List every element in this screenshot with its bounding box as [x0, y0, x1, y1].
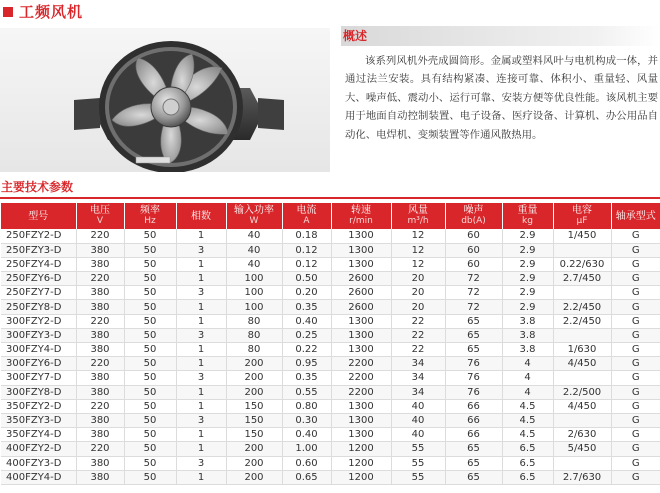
column-unit: r/min: [349, 216, 373, 226]
table-cell: 220: [76, 357, 124, 371]
table-cell: 22: [391, 314, 445, 328]
table-cell: G: [611, 442, 660, 456]
table-cell: 3: [176, 243, 226, 257]
column-name: 电容: [572, 205, 592, 216]
table-cell: 4: [502, 385, 553, 399]
table-cell: 1300: [331, 328, 391, 342]
table-cell: 50: [124, 456, 176, 470]
table-cell: 380: [76, 456, 124, 470]
table-cell: 1: [176, 385, 226, 399]
table-cell: 50: [124, 300, 176, 314]
table-row: [1, 328, 660, 342]
table-cell: 50: [124, 399, 176, 413]
table-row: [1, 343, 660, 357]
table-cell: 1.00: [282, 442, 331, 456]
column-name: 电流: [296, 205, 317, 216]
table-cell: 65: [445, 328, 502, 342]
table-cell: 60: [445, 229, 502, 243]
table-cell: 2.9: [502, 300, 553, 314]
table-row: [1, 413, 660, 427]
column-header: [331, 203, 391, 229]
table-cell: 50: [124, 257, 176, 271]
column-name: 轴承型式: [615, 210, 656, 222]
table-cell: 0.95: [282, 357, 331, 371]
table-cell: 20: [391, 300, 445, 314]
table-cell: 1/450: [553, 229, 611, 243]
column-unit: Hz: [144, 216, 156, 226]
table-cell: 0.80: [282, 399, 331, 413]
overview-title: 概述: [343, 29, 368, 43]
table-cell: 2600: [331, 286, 391, 300]
table-cell: 220: [76, 272, 124, 286]
table-cell: 50: [124, 470, 176, 484]
table-cell: 2200: [331, 357, 391, 371]
table-cell: 22: [391, 343, 445, 357]
column-name: 转速: [351, 205, 371, 216]
table-cell: 0.22/630: [553, 257, 611, 271]
column-unit: kg: [522, 216, 533, 226]
table-cell: 1300: [331, 229, 391, 243]
column-header: [611, 203, 660, 229]
table-cell: 2600: [331, 272, 391, 286]
table-cell: 150: [226, 413, 282, 427]
table-cell: 1: [176, 442, 226, 456]
table-cell: [553, 286, 611, 300]
table-cell: 50: [124, 243, 176, 257]
table-cell: 200: [226, 442, 282, 456]
table-cell: 40: [226, 229, 282, 243]
table-cell: 200: [226, 456, 282, 470]
table-cell: 1: [176, 229, 226, 243]
table-cell: 2.7/450: [553, 272, 611, 286]
column-name: 电压: [90, 205, 110, 216]
table-cell: [553, 371, 611, 385]
table-row: [1, 229, 660, 243]
table-cell: 50: [124, 343, 176, 357]
table-row: [1, 300, 660, 314]
table-cell: 1: [176, 314, 226, 328]
table-cell: G: [611, 229, 660, 243]
table-row: [1, 357, 660, 371]
table-cell: 34: [391, 385, 445, 399]
table-cell: 4.5: [502, 399, 553, 413]
table-cell: 380: [76, 286, 124, 300]
table-cell: 4/450: [553, 357, 611, 371]
bracket-right-tab: [258, 98, 284, 130]
table-cell: 1: [176, 399, 226, 413]
table-cell: 250FZY3-D: [1, 243, 76, 257]
table-cell: 2.9: [502, 286, 553, 300]
table-cell: 40: [391, 413, 445, 427]
table-cell: 200: [226, 357, 282, 371]
table-cell: G: [611, 385, 660, 399]
table-cell: [553, 243, 611, 257]
table-cell: 50: [124, 428, 176, 442]
table-row: [1, 385, 660, 399]
column-header: [76, 203, 124, 229]
table-cell: 3.8: [502, 328, 553, 342]
table-cell: 400FZY3-D: [1, 456, 76, 470]
column-name: 相数: [191, 210, 211, 222]
table-cell: [553, 413, 611, 427]
table-cell: 12: [391, 243, 445, 257]
table-cell: 22: [391, 328, 445, 342]
table-row: [1, 470, 660, 484]
table-cell: G: [611, 328, 660, 342]
table-cell: G: [611, 470, 660, 484]
table-cell: 350FZY3-D: [1, 413, 76, 427]
table-cell: 2.9: [502, 272, 553, 286]
table-cell: 0.40: [282, 428, 331, 442]
table-cell: 55: [391, 456, 445, 470]
table-cell: G: [611, 343, 660, 357]
table-cell: 12: [391, 229, 445, 243]
column-header: [124, 203, 176, 229]
table-row: [1, 456, 660, 470]
table-cell: 3: [176, 328, 226, 342]
table-cell: 1200: [331, 442, 391, 456]
column-header: [502, 203, 553, 229]
table-row: [1, 314, 660, 328]
table-cell: 0.18: [282, 229, 331, 243]
table-cell: 80: [226, 343, 282, 357]
table-cell: 1: [176, 272, 226, 286]
table-cell: 1: [176, 257, 226, 271]
table-cell: 1200: [331, 456, 391, 470]
table-cell: 100: [226, 286, 282, 300]
table-cell: 300FZY6-D: [1, 357, 76, 371]
table-cell: G: [611, 300, 660, 314]
table-cell: 4/450: [553, 399, 611, 413]
table-cell: 12: [391, 257, 445, 271]
table-cell: 200: [226, 470, 282, 484]
column-name: 风量: [408, 205, 428, 216]
column-name: 型号: [28, 210, 49, 222]
table-cell: 0.20: [282, 286, 331, 300]
column-unit: V: [96, 216, 104, 226]
table-cell: 2.7/630: [553, 470, 611, 484]
table-cell: 1: [176, 300, 226, 314]
table-cell: 380: [76, 470, 124, 484]
table-cell: 250FZY4-D: [1, 257, 76, 271]
table-cell: 1: [176, 343, 226, 357]
table-cell: G: [611, 413, 660, 427]
table-cell: 1300: [331, 243, 391, 257]
table-cell: 300FZY4-D: [1, 343, 76, 357]
table-cell: 250FZY7-D: [1, 286, 76, 300]
table-cell: 150: [226, 428, 282, 442]
column-unit: m³/h: [407, 216, 429, 226]
table-cell: 0.35: [282, 300, 331, 314]
table-cell: G: [611, 243, 660, 257]
table-cell: 6.5: [502, 456, 553, 470]
table-cell: 220: [76, 399, 124, 413]
table-cell: 40: [391, 399, 445, 413]
title-marker-icon: [3, 7, 13, 17]
table-cell: 250FZY8-D: [1, 300, 76, 314]
page-title: 工频风机: [19, 3, 84, 21]
bracket-left-tab: [74, 98, 100, 130]
product-photo: [0, 28, 330, 172]
table-row: [1, 272, 660, 286]
specs-title: 主要技术参数: [1, 180, 74, 194]
table-cell: 50: [124, 385, 176, 399]
column-unit: A: [303, 216, 310, 226]
table-cell: 200: [226, 371, 282, 385]
table-cell: 1: [176, 470, 226, 484]
table-cell: 0.30: [282, 413, 331, 427]
table-cell: 3: [176, 371, 226, 385]
column-header: [1, 203, 76, 229]
table-cell: G: [611, 314, 660, 328]
table-cell: 380: [76, 243, 124, 257]
table-cell: 3: [176, 413, 226, 427]
table-cell: 1300: [331, 257, 391, 271]
table-cell: 65: [445, 442, 502, 456]
column-header: [391, 203, 445, 229]
table-cell: 2200: [331, 385, 391, 399]
table-cell: 76: [445, 357, 502, 371]
column-header: [445, 203, 502, 229]
table-cell: 1: [176, 357, 226, 371]
table-cell: 380: [76, 385, 124, 399]
table-cell: 50: [124, 357, 176, 371]
table-cell: 66: [445, 428, 502, 442]
table-cell: 220: [76, 229, 124, 243]
table-cell: 6.5: [502, 442, 553, 456]
column-name: 频率: [140, 205, 160, 216]
table-cell: 34: [391, 357, 445, 371]
nameplate-label: [136, 157, 170, 163]
table-cell: 2.2/450: [553, 314, 611, 328]
table-cell: 3: [176, 286, 226, 300]
table-cell: 5/450: [553, 442, 611, 456]
table-cell: 1300: [331, 343, 391, 357]
hub-cap: [163, 99, 179, 115]
table-cell: 1300: [331, 428, 391, 442]
table-cell: 300FZY2-D: [1, 314, 76, 328]
table-cell: 0.12: [282, 243, 331, 257]
table-cell: 4: [502, 371, 553, 385]
table-row: [1, 428, 660, 442]
spec-table-header: [1, 203, 660, 229]
table-cell: 250FZY2-D: [1, 229, 76, 243]
table-cell: 6.5: [502, 470, 553, 484]
table-cell: 1: [176, 428, 226, 442]
table-cell: 0.60: [282, 456, 331, 470]
table-cell: 350FZY4-D: [1, 428, 76, 442]
table-cell: 220: [76, 314, 124, 328]
table-cell: 50: [124, 272, 176, 286]
table-cell: 250FZY6-D: [1, 272, 76, 286]
table-cell: 1300: [331, 314, 391, 328]
table-cell: 34: [391, 371, 445, 385]
table-cell: 300FZY3-D: [1, 328, 76, 342]
table-cell: 80: [226, 314, 282, 328]
table-cell: 0.55: [282, 385, 331, 399]
table-cell: 50: [124, 328, 176, 342]
table-cell: 80: [226, 328, 282, 342]
column-header: [176, 203, 226, 229]
table-cell: 3.8: [502, 343, 553, 357]
table-cell: 50: [124, 371, 176, 385]
table-cell: 55: [391, 442, 445, 456]
header-row: [1, 203, 660, 229]
table-cell: 380: [76, 257, 124, 271]
table-cell: 2600: [331, 300, 391, 314]
table-cell: 100: [226, 300, 282, 314]
table-cell: 72: [445, 286, 502, 300]
table-cell: G: [611, 272, 660, 286]
table-cell: 40: [226, 257, 282, 271]
table-cell: 55: [391, 470, 445, 484]
column-name: 噪声: [463, 205, 484, 216]
table-cell: 20: [391, 272, 445, 286]
table-row: [1, 257, 660, 271]
table-cell: 380: [76, 371, 124, 385]
table-cell: 2.2/450: [553, 300, 611, 314]
table-cell: 380: [76, 300, 124, 314]
table-row: [1, 286, 660, 300]
table-cell: 0.25: [282, 328, 331, 342]
specs-divider: [0, 197, 660, 199]
table-cell: 3: [176, 456, 226, 470]
table-cell: G: [611, 399, 660, 413]
table-row: [1, 442, 660, 456]
table-cell: 50: [124, 286, 176, 300]
table-cell: G: [611, 456, 660, 470]
table-cell: 50: [124, 229, 176, 243]
table-cell: 200: [226, 385, 282, 399]
table-cell: 60: [445, 257, 502, 271]
table-cell: 380: [76, 328, 124, 342]
overview-text: 该系列风机外壳成圆筒形。金属或塑料风叶与电机构成一体，并通过法兰安装。具有结构紧凑、连接可靠、体积小、重量轻、风量大、噪声低、震动小、运行可靠、安装方便等优良性能。该风机主要用于地面自动控制装置、电子设备、医疗设备、计算机、办公用品自动化、电焊机、变频装置等作通风散热用。: [345, 55, 658, 141]
column-unit: db(A): [461, 216, 486, 226]
table-cell: 400FZY4-D: [1, 470, 76, 484]
table-cell: 1300: [331, 413, 391, 427]
table-cell: 150: [226, 399, 282, 413]
table-cell: 380: [76, 413, 124, 427]
table-cell: G: [611, 371, 660, 385]
table-cell: 100: [226, 272, 282, 286]
table-cell: 0.22: [282, 343, 331, 357]
table-cell: 1/630: [553, 343, 611, 357]
table-cell: 2/630: [553, 428, 611, 442]
column-name: 重量: [517, 205, 538, 216]
table-row: [1, 243, 660, 257]
table-cell: 380: [76, 428, 124, 442]
table-cell: 76: [445, 385, 502, 399]
spec-table-body: [1, 229, 660, 484]
table-cell: 300FZY7-D: [1, 371, 76, 385]
table-cell: G: [611, 286, 660, 300]
table-cell: 66: [445, 399, 502, 413]
table-cell: 60: [445, 243, 502, 257]
table-cell: 1300: [331, 399, 391, 413]
table-cell: 2200: [331, 371, 391, 385]
table-cell: 0.50: [282, 272, 331, 286]
table-cell: 40: [226, 243, 282, 257]
table-cell: 65: [445, 314, 502, 328]
table-cell: 3.8: [502, 314, 553, 328]
table-cell: 50: [124, 413, 176, 427]
table-cell: [553, 456, 611, 470]
table-cell: 0.12: [282, 257, 331, 271]
column-header: [282, 203, 331, 229]
table-cell: 0.35: [282, 371, 331, 385]
table-cell: G: [611, 357, 660, 371]
table-cell: 4: [502, 357, 553, 371]
table-cell: [553, 328, 611, 342]
overview-header-bar: [341, 26, 660, 46]
table-row: [1, 371, 660, 385]
table-cell: 2.9: [502, 243, 553, 257]
column-header: [226, 203, 282, 229]
table-cell: G: [611, 428, 660, 442]
table-cell: 400FZY2-D: [1, 442, 76, 456]
axial-fan-image: [0, 28, 330, 172]
table-cell: 50: [124, 314, 176, 328]
table-cell: 72: [445, 272, 502, 286]
table-cell: 350FZY2-D: [1, 399, 76, 413]
table-cell: 2.2/500: [553, 385, 611, 399]
table-cell: 300FZY8-D: [1, 385, 76, 399]
table-cell: 2.9: [502, 229, 553, 243]
table-row: [1, 399, 660, 413]
table-cell: 72: [445, 300, 502, 314]
table-cell: G: [611, 257, 660, 271]
table-cell: 0.40: [282, 314, 331, 328]
column-unit: μF: [576, 216, 588, 226]
table-cell: 2.9: [502, 257, 553, 271]
table-cell: 65: [445, 343, 502, 357]
spec-table: [1, 203, 660, 485]
column-unit: W: [249, 216, 259, 226]
table-cell: 380: [76, 343, 124, 357]
column-name: 输入功率: [234, 205, 274, 216]
table-cell: 40: [391, 428, 445, 442]
table-cell: 65: [445, 470, 502, 484]
table-cell: 65: [445, 456, 502, 470]
table-cell: 20: [391, 286, 445, 300]
table-cell: 66: [445, 413, 502, 427]
table-cell: 4.5: [502, 413, 553, 427]
column-header: [553, 203, 611, 229]
table-cell: 0.65: [282, 470, 331, 484]
table-cell: 50: [124, 442, 176, 456]
page-header: [0, 0, 660, 26]
table-cell: 76: [445, 371, 502, 385]
table-cell: 1200: [331, 470, 391, 484]
table-cell: 4.5: [502, 428, 553, 442]
table-cell: 220: [76, 442, 124, 456]
